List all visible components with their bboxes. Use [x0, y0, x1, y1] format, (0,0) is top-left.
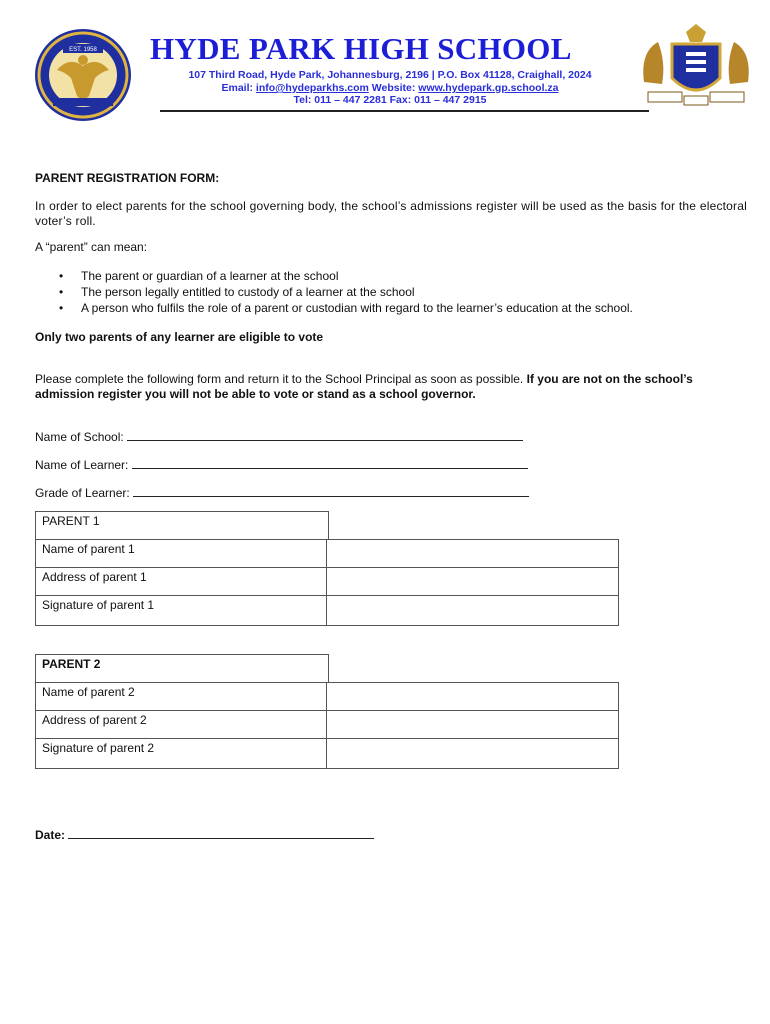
- list-item: • The person legally entitled to custody of a learner at the school: [35, 284, 633, 300]
- crest-est-text: EST. 1958: [69, 47, 97, 53]
- instruction-paragraph: [35, 372, 747, 402]
- parent-meaning-text: A “parent” can mean:: [35, 240, 148, 254]
- parent-2-address-input[interactable]: [326, 710, 619, 739]
- learner-field-label: Name of Learner:: [35, 458, 129, 472]
- header-divider: [160, 110, 649, 112]
- parent-definition-list: [35, 268, 633, 316]
- learner-name-field[interactable]: [35, 456, 528, 472]
- grade-field-label: Grade of Learner:: [35, 486, 130, 500]
- list-item: • The parent or guardian of a learner at the school: [35, 268, 633, 284]
- parent-2-address-label: Address of parent 2: [35, 710, 327, 739]
- parent-1-signature-input[interactable]: [326, 595, 619, 626]
- date-label: Date:: [35, 828, 66, 842]
- parent-2-signature-label: Signature of parent 2: [35, 738, 327, 769]
- address-line: 107 Third Road, Hyde Park, Johannesburg, 2196 | P.O. Box 41128, Craighall, 2024: [188, 69, 592, 81]
- email-label: Email:: [221, 82, 253, 94]
- school-field-label: Name of School:: [35, 430, 124, 444]
- phone-line: Tel: 011 – 447 2281 Fax: 011 – 447 2915: [293, 94, 487, 106]
- parent-1-signature-label: Signature of parent 1: [35, 595, 327, 626]
- date-field[interactable]: [35, 826, 374, 842]
- intro-paragraph: In order to elect parents for the school governing body, the school’s admissions register will be used as the basis for the electoral voter’s roll.: [35, 199, 747, 228]
- instruction-warning: If you are not on the school’s admission register you will not be able to vote or stand as a school governor.: [35, 372, 693, 401]
- parent-2-name-label: Name of parent 2: [35, 682, 327, 711]
- parent-1-name-input[interactable]: [326, 539, 619, 568]
- learner-input-line[interactable]: [132, 456, 528, 469]
- website-link[interactable]: www.hydepark.gp.school.za: [418, 82, 559, 94]
- school-name-field[interactable]: [35, 428, 523, 444]
- grade-input-line[interactable]: [133, 484, 529, 497]
- form-title: PARENT REGISTRATION FORM:: [35, 171, 220, 185]
- parent-1-name-label: Name of parent 1: [35, 539, 327, 568]
- date-input-line[interactable]: [68, 826, 374, 839]
- eligibility-note: Only two parents of any learner are eligible to vote: [35, 330, 324, 344]
- school-input-line[interactable]: [127, 428, 523, 441]
- list-item: • A person who fulfils the role of a parent or custodian with regard to the learner’s education at the school.: [35, 300, 633, 316]
- learner-grade-field[interactable]: [35, 484, 529, 500]
- parent-1-heading: PARENT 1: [35, 511, 329, 540]
- parent-2-heading: PARENT 2: [35, 654, 329, 683]
- website-label: Website:: [371, 82, 416, 94]
- parent-1-address-input[interactable]: [326, 567, 619, 596]
- contact-line: [140, 82, 640, 94]
- school-name: HYDE PARK HIGH SCHOOL: [150, 31, 572, 66]
- parent-2-name-input[interactable]: [326, 682, 619, 711]
- coat-of-arms-icon: [630, 22, 762, 108]
- school-crest-logo: [33, 26, 133, 124]
- parent-1-address-label: Address of parent 1: [35, 567, 327, 596]
- instruction-text: Please complete the following form and return it to the School Principal as soon as possible.: [35, 372, 527, 386]
- parent-2-signature-input[interactable]: [326, 738, 619, 769]
- email-link[interactable]: info@hydeparkhs.com: [255, 82, 369, 94]
